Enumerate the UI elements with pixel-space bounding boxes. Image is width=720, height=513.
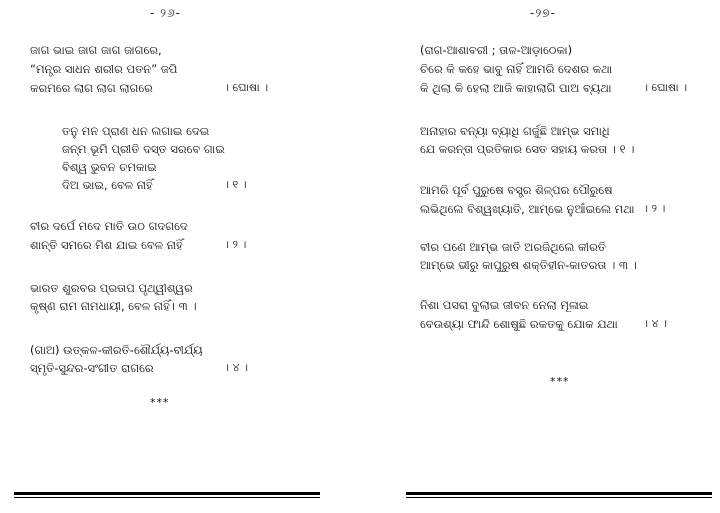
verse-line: ଚିରେ କି କହେ ଭାବୁ ନାହିଁ ଆମରି ଦେଶର କଥା (420, 62, 613, 76)
verse-line: ଯେ କରନ୍ତା ପ୍ରତିକାର ସେତ ସହାୟ କରତା । ୧ । (420, 142, 635, 156)
verse-line: ତନୁ ମନ ପ୍ରାଣ ଧନ ଲଗାଇ ଦେଇ (62, 124, 210, 138)
verse-line: ବୀର ଦର୍ପେ ମଦେ ମାତି ଉଠ ଗଦଗଦେ (30, 219, 188, 233)
verse-line: ଆମରି ପୂର୍ବ ପୁରୁଷେ ବସ୍ତ୍ର ଶିଳ୍ପର ପୌରୁଷେ (420, 183, 613, 197)
verse-line: କୃଷ୍ଣ ରାମ ନାମଧାୟୀ, ବେଳ ନାହିଁ। ୩ । (30, 299, 197, 313)
stanza-number: । ୨ । (224, 238, 247, 251)
verse-line: ବିଶ୍ୱ ଭୁବନ ଚମକାଇ (62, 160, 157, 174)
stanza-number: । ୪ । (224, 361, 248, 374)
verse-line: ନିଶା ପସରା ବୁଲାଇ ଜୀବନ ନେଲା ମୂଳାଇ (420, 298, 589, 312)
footer-rule (14, 492, 320, 498)
verse-line: “ମନ୍ତ୍ର ସାଧନ ଶରୀର ପତନ” ଜପି (30, 62, 178, 76)
verse-line: ବେଉଶ୍ୟା ଫାନ୍ଦି ଶୋଷୁଛି ରକତକୁ ଯୋକ ଯଥା (420, 317, 618, 331)
stanza-number: । ୪ । (643, 317, 667, 330)
verse-line: ଶାନ୍ତି ସମରେ ମିଶ ଯାଇ ବେଳ ନାହିଁ (30, 238, 183, 252)
verse-line: ଅନାହାର ବନ୍ୟା ବ୍ୟାଧି ଗର୍ଜୁଛି ଆମ୍ଭ ସମାଧି (420, 124, 610, 138)
verse-line: ଆମ୍ଭେ ଭୀରୁ କାପୁରୁଷ ଶକ୍ତିହୀନ-କାତରତା । ୩ । (420, 258, 637, 272)
end-ornament: *** (150, 396, 170, 409)
refrain-marker: । ଘୋଷା । (224, 81, 269, 94)
right-page (360, 0, 720, 513)
verse-line: କରମରେ ଲାଗ ଲାଗ ଲାଗରେ (30, 81, 153, 95)
refrain-marker: । ଘୋଷା । (643, 81, 688, 94)
raga-tala-heading: (ରାଗ-ଆଶାବରୀ ; ତାଳ-ଆଡ଼ାଠେକା) (420, 43, 573, 57)
verse-line: ଲଭିଥିଲେ ବିଶ୍ୱଖ୍ୟାତି, ଆମ୍ଭେ ନୁଆଁଇଲେ ମଥା (420, 202, 635, 216)
verse-line: ସ୍ମୃତି-ସୁନ୍ଦର-ସଂଗୀତ ରାଗରେ (30, 361, 154, 375)
end-ornament: *** (550, 375, 570, 388)
footer-rule (406, 492, 712, 498)
verse-line: (ଗାଅ) ଉତ୍କଳ-କୀରତି-ଶୌର୍ଯ୍ୟ-ବୀର୍ଯ୍ୟ (30, 343, 203, 357)
verse-line: ବୀର ପଣେ ଆମ୍ଭ ଜାତି ଅରଜିଥିଲେ କୀରତି (420, 240, 606, 254)
stanza-number: । ୧ । (224, 178, 247, 191)
stanza-number: । ୨ । (643, 202, 666, 215)
verse-line: ଭାରତ ଶୁରବର ପ୍ରତାପ ପୃଥ୍ୱୀଶ୍ୱର (30, 281, 193, 295)
page-number: -୨୭- (530, 6, 556, 20)
page-number: - ୨୬- (150, 6, 181, 20)
verse-line: ଜାଗ ଭାଇ ଜାଗ ଜାଗ ଜାଗରେ, (30, 43, 162, 57)
verse-line: ଜନ୍ମ ଭୂମି ପ୍ରୀତି ଦସ୍ତ ସରବେ ଗାଇ (62, 142, 225, 156)
verse-line: ଦିଅ ଭାଇ, ବେଳ ନାହିଁ (62, 178, 153, 192)
verse-line: କି ଥିଲା କି ହେଲା ଆଜି କାହାଲାଗି ପାଅ ବ୍ୟଥା (420, 81, 612, 95)
